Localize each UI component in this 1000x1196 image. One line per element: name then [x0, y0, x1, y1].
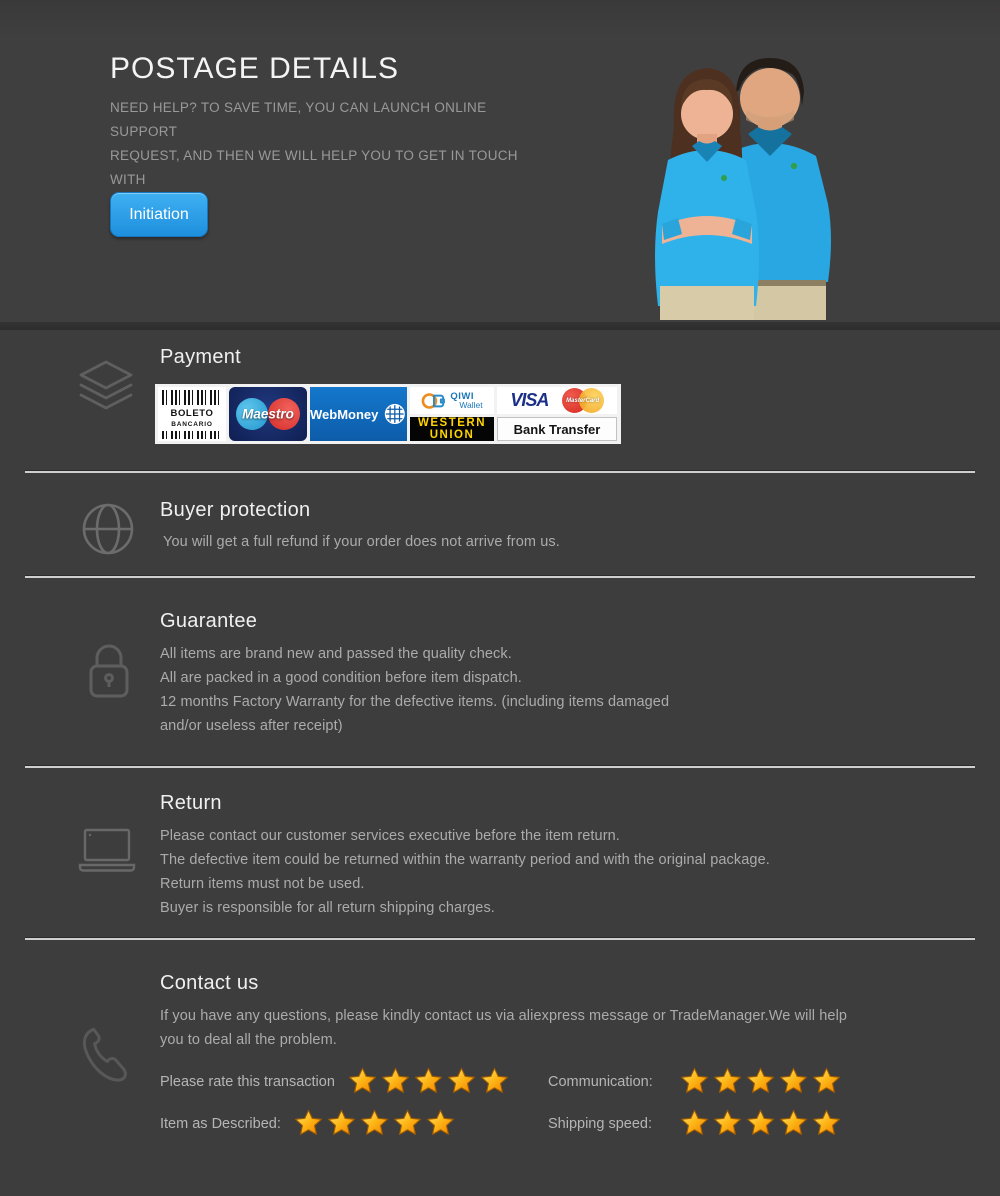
boleto-label: BOLETO: [170, 408, 214, 420]
mastercard-logo: [562, 388, 604, 413]
bank-transfer-label: Bank Transfer: [513, 421, 601, 437]
ratings-grid: [160, 1067, 970, 1138]
page-title: POSTAGE DETAILS: [110, 52, 399, 85]
return-line: Return items must not be used.: [160, 876, 365, 892]
globe-icon: [80, 501, 136, 557]
barcode-icon: [162, 431, 222, 439]
guarantee-line: All items are brand new and passed the quality check.: [160, 646, 512, 662]
star-icon[interactable]: [327, 1109, 356, 1138]
return-section: [0, 768, 1000, 938]
star-icon[interactable]: [447, 1067, 476, 1096]
payment-logo-maestro: [229, 387, 307, 441]
payment-logo-qiwi: [410, 387, 494, 414]
rating-row-item-described: [160, 1109, 548, 1138]
return-line: Please contact our customer services executive before the item return.: [160, 828, 620, 844]
guarantee-line: 12 months Factory Warranty for the defective items. (including items damaged: [160, 694, 670, 710]
models-photo: [612, 28, 852, 320]
webmoney-globe-icon: [383, 401, 407, 427]
western-union-label: WESTERN: [418, 417, 486, 429]
payment-logo-western-union: [410, 417, 494, 441]
star-icon[interactable]: [381, 1067, 410, 1096]
payment-logo-boleto: [158, 387, 226, 441]
contact-line: you to deal all the problem.: [160, 1032, 337, 1048]
star-icon[interactable]: [360, 1109, 389, 1138]
contact-line: If you have any questions, please kindly contact us via aliexpress message or TradeManager.We will help: [160, 1008, 848, 1024]
payment-methods-strip: [155, 384, 621, 444]
hero-section: [0, 0, 1000, 322]
hero-description-line: NEED HELP? TO SAVE TIME, YOU CAN LAUNCH ONLINE SUPPORT: [110, 100, 487, 139]
qiwi-wallet-icon: [421, 391, 447, 411]
payment-logo-bank-transfer: [497, 417, 617, 441]
lock-icon: [82, 644, 136, 700]
qiwi-label: QIWI: [450, 390, 474, 402]
barcode-icon: [162, 390, 222, 405]
star-icon[interactable]: [746, 1067, 775, 1096]
star-icon[interactable]: [812, 1067, 841, 1096]
western-union-sublabel: UNION: [429, 429, 475, 442]
payment-logo-webmoney: [310, 387, 407, 441]
star-icon[interactable]: [393, 1109, 422, 1138]
webmoney-label: WebMoney: [310, 406, 379, 422]
section-title: Buyer protection: [160, 499, 311, 521]
rating-label: Shipping speed:: [548, 1115, 652, 1132]
rating-label: Please rate this transaction: [160, 1073, 335, 1090]
mastercard-label: MasterCard: [566, 397, 600, 404]
return-line: Buyer is responsible for all return shipping charges.: [160, 900, 495, 916]
guarantee-line: All are packed in a good condition before item dispatch.: [160, 670, 522, 686]
rating-label: Communication:: [548, 1073, 653, 1090]
buyer-protection-text: You will get a full refund if your order does not arrive from us.: [163, 534, 560, 550]
star-icon[interactable]: [348, 1067, 377, 1096]
guarantee-section: [0, 578, 1000, 766]
rating-label: Item as Described:: [160, 1115, 281, 1132]
five-star-rating: [680, 1109, 841, 1138]
star-icon[interactable]: [294, 1109, 323, 1138]
boleto-sublabel: BANCARIO: [171, 421, 213, 429]
star-icon[interactable]: [746, 1109, 775, 1138]
return-line: The defective item could be returned within the warranty period and with the original package.: [160, 852, 770, 868]
initiation-button[interactable]: Initiation: [110, 192, 208, 237]
phone-icon: [72, 1024, 136, 1088]
star-icon[interactable]: [713, 1109, 742, 1138]
star-icon[interactable]: [713, 1067, 742, 1096]
star-icon[interactable]: [480, 1067, 509, 1096]
payment-section: [0, 330, 1000, 471]
qiwi-sublabel: Wallet: [459, 400, 483, 410]
section-title: Payment: [160, 346, 242, 368]
star-icon[interactable]: [812, 1109, 841, 1138]
section-title: Contact us: [160, 972, 259, 994]
section-title: Guarantee: [160, 610, 258, 632]
star-icon[interactable]: [414, 1067, 443, 1096]
star-icon[interactable]: [680, 1109, 709, 1138]
guarantee-line: and/or useless after receipt): [160, 718, 343, 734]
section-title: Return: [160, 792, 222, 814]
five-star-rating: [348, 1067, 509, 1096]
buyer-protection-section: [0, 473, 1000, 576]
laptop-icon: [78, 828, 136, 872]
star-icon[interactable]: [779, 1109, 808, 1138]
hero-description-line: REQUEST, AND THEN WE WILL HELP YOU TO GET IN TOUCH WITH: [110, 148, 518, 187]
rating-row-communication: [548, 1067, 970, 1096]
layers-icon: [76, 358, 136, 416]
visa-logo: VISA: [510, 390, 549, 410]
five-star-rating: [294, 1109, 455, 1138]
maestro-label: Maestro: [242, 406, 294, 422]
hero-bottom-edge: [0, 322, 1000, 330]
rating-row-shipping-speed: [548, 1109, 970, 1138]
star-icon[interactable]: [779, 1067, 808, 1096]
rating-row-transaction: [160, 1067, 548, 1096]
five-star-rating: [680, 1067, 841, 1096]
star-icon[interactable]: [680, 1067, 709, 1096]
contact-section: [0, 940, 1000, 1196]
star-icon[interactable]: [426, 1109, 455, 1138]
